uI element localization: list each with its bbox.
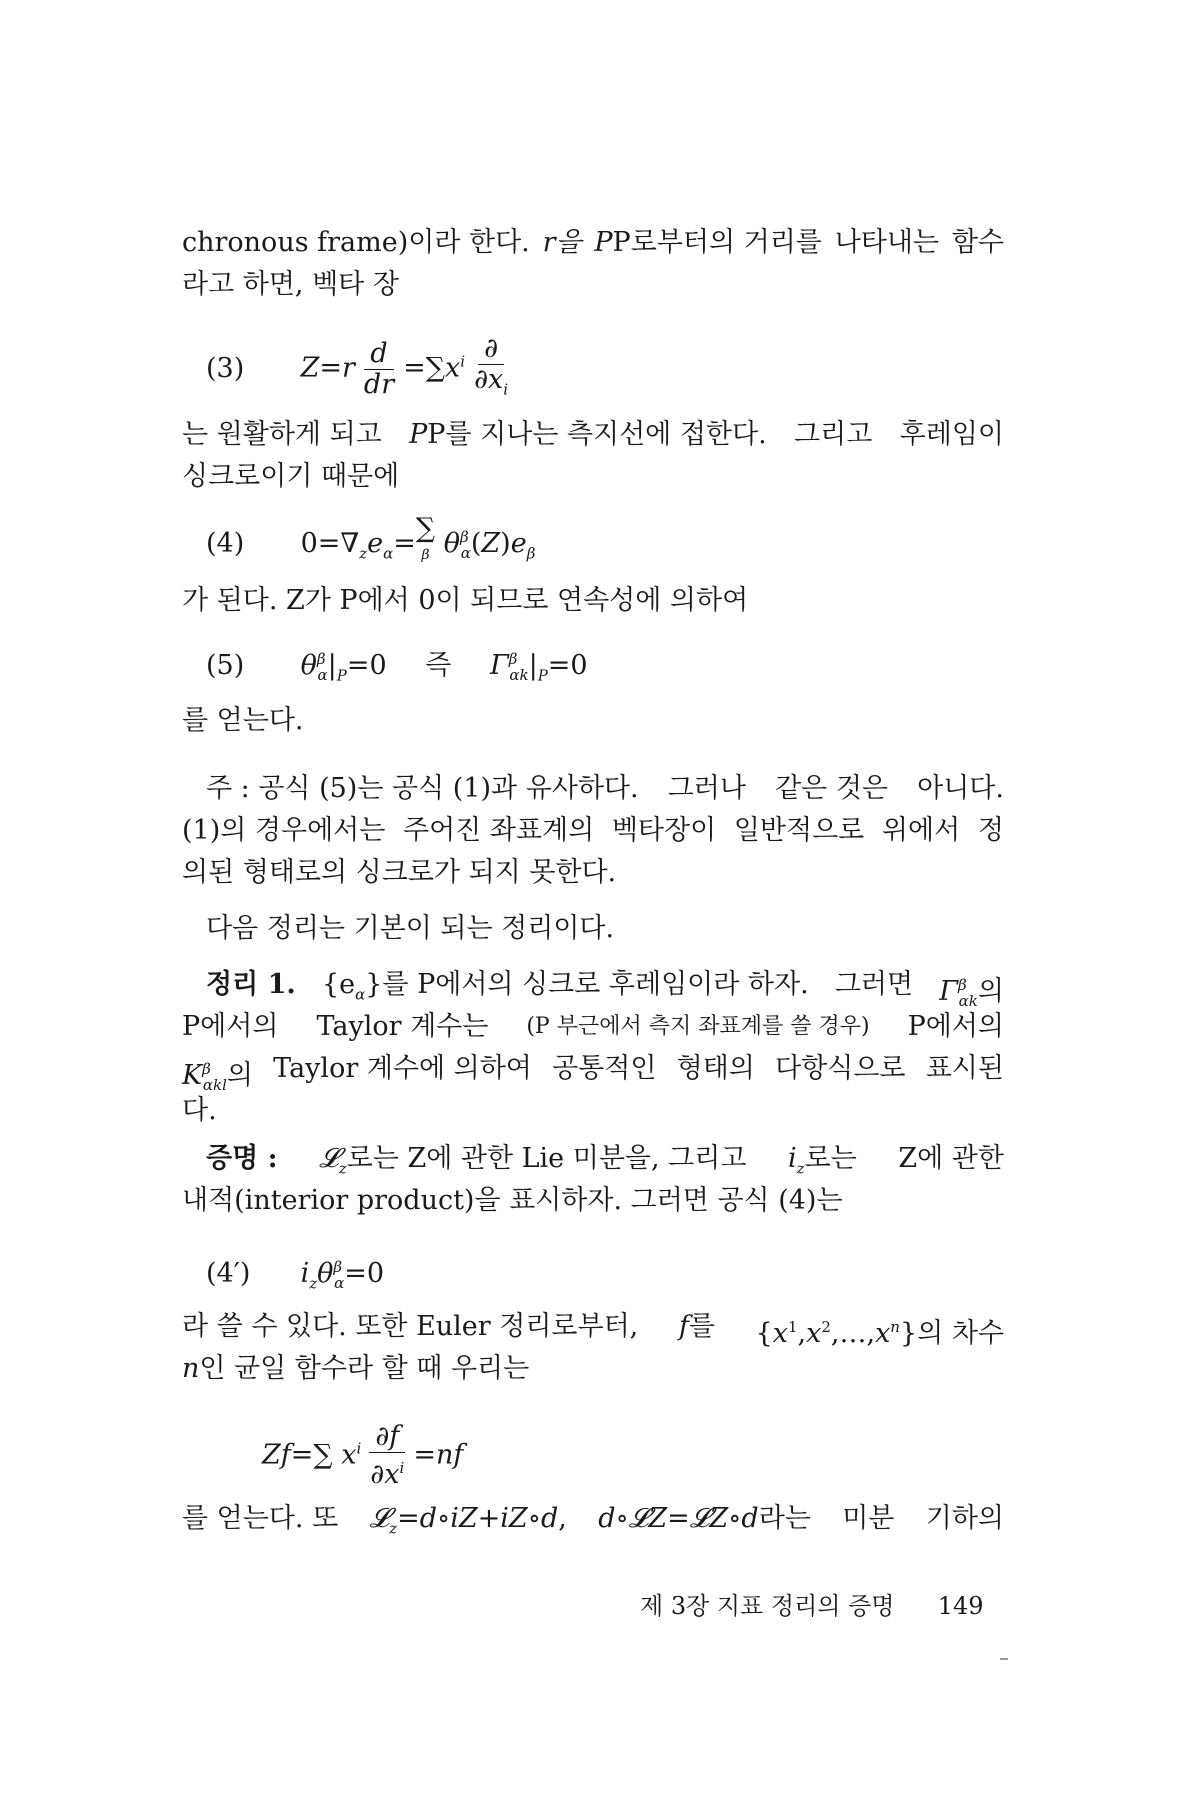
text-segment: 함수 xyxy=(951,227,1004,258)
theorem-line-4: 다. xyxy=(182,1095,217,1126)
text-segment: 주 : 공식 (5)는 공식 (1)과 유사하다. xyxy=(206,773,639,804)
text-segment: chronous frame)이라 한다. xyxy=(182,227,530,258)
equation-5: (5) $\theta^\beta_\alpha|_P=0$ 즉 $\Gamma^\beta_{\alpha k}|_P=0$ xyxy=(206,638,588,696)
note-line-1 xyxy=(206,768,1004,810)
text-segment: 그러나 xyxy=(667,773,746,804)
text-segment: Taylor 계수에 의하여 xyxy=(273,1053,532,1084)
text-line-1: chronous frame)이라 한다. r을 PP로부터의 거리를 나타내는 함수 xyxy=(182,222,1004,264)
text-segment: 기하의 xyxy=(925,1503,1004,1534)
proof-line-3: 라 쓸 수 있다. 또한 Euler 정리로부터, f를 $\{x^1,x^2,\dots,x^n\}$의 차수 xyxy=(182,1306,1004,1355)
text-segment: 아니다. xyxy=(917,773,1004,804)
text-segment: 로는 xyxy=(804,1143,857,1174)
proof-label: 증명 : xyxy=(206,1143,278,1174)
text-line-2: 라고 하면, 벡타 장 xyxy=(182,269,399,300)
text-segment: 형태의 xyxy=(676,1053,755,1084)
text-segment: 라 쓸 수 있다. 또한 Euler 정리로부터, xyxy=(182,1311,639,1342)
text-segment: 일반적으로 xyxy=(733,815,865,846)
theorem-line-2 xyxy=(182,1006,1004,1048)
proof-line-4: n인 균일 함수라 할 때 우리는 xyxy=(182,1353,530,1384)
text-segment: 같은 것은 xyxy=(775,773,888,804)
equation-4: (4) $0=\nabla_ze_\alpha=$ ∑ β $\theta^\beta_\alpha(Z)e_\beta$ xyxy=(206,513,536,563)
text-line-5: 가 된다. Z가 P에서 0이 되므로 연속성에 의하여 xyxy=(182,585,749,616)
text-segment: 는 원활하게 되고 xyxy=(182,419,382,450)
equation-4-prime: (4′) $i_z\theta^\beta_\alpha=0$ xyxy=(206,1246,384,1304)
theorem-line-1: 정리 1. $\{e_\alpha\}$를 P에서의 싱크로 후레임이라 하자. 그러면 $\Gamma^\beta_{\alpha k}$의 xyxy=(206,964,1004,1022)
text-segment: 다항식으로 xyxy=(775,1053,906,1084)
equation-connector: 즉 xyxy=(425,650,452,681)
page-footer xyxy=(640,1588,984,1624)
text-segment: 후레임이 xyxy=(899,419,1004,450)
text-segment: 나타내는 xyxy=(834,227,940,258)
proof-line-5: 를 얻는다. 또 𝓛$_z$=d∘iZ+iZ∘d, d∘𝓛Z=𝓛Z∘d라는 미분 기하의 xyxy=(182,1498,1004,1549)
text-segment: P를 지나는 측지선에 접한다. xyxy=(427,419,767,450)
text-segment: 공통적인 xyxy=(552,1053,657,1084)
equation-number: (3) xyxy=(206,352,245,384)
note-line-3: 의된 형태로의 싱크로가 되지 못한다. xyxy=(182,857,617,888)
text-line-6: 를 얻는다. xyxy=(182,705,304,736)
text-segment: 위에서 xyxy=(881,815,961,846)
theorem-line-3: $K^\beta_{\alpha kl}$의 Taylor 계수에 의하여 공통적인 형태의 다항식으로 표시된 xyxy=(182,1048,1004,1106)
text-line-7: 다음 정리는 기본이 되는 정리이다. xyxy=(206,913,615,944)
scan-mark xyxy=(1000,1658,1008,1660)
text-segment: Z에 관한 xyxy=(898,1143,1004,1174)
note-line-2 xyxy=(182,810,1004,852)
text-segment: 미분 xyxy=(842,1503,895,1534)
text-segment: P로부터의 거리를 xyxy=(612,227,822,258)
text-segment: {e xyxy=(321,969,356,1000)
text-segment: 그러면 xyxy=(834,969,914,1000)
text-segment: 주어진 좌표계의 xyxy=(403,815,595,846)
text-segment: (1)의 경우에서는 xyxy=(182,815,386,846)
text-segment: 의 xyxy=(226,1060,253,1091)
text-segment: 정 xyxy=(977,815,1004,846)
chapter-title: 제 3장 지표 정리의 증명 xyxy=(640,1592,895,1620)
text-segment: 표시된 xyxy=(925,1053,1004,1084)
text-segment: (P 부근에서 측지 좌표계를 쓸 경우) xyxy=(526,1014,870,1039)
theorem-label: 정리 1. xyxy=(206,969,296,1000)
text-segment: 를 얻는다. 또 xyxy=(182,1503,339,1534)
equation-number: (4) xyxy=(206,528,245,559)
text-segment: r을 xyxy=(542,227,582,258)
text-line-3: 는 원활하게 되고 PP를 지나는 측지선에 접한다. 그리고 후레임이 xyxy=(182,414,1004,456)
equation-euler: Zf=∑ $x^i$ $\frac{\partial f}{\partial x^i}$ =nf xyxy=(262,1421,464,1490)
proof-line-2: 내적(interior product)을 표시하자. 그러면 공식 (4)는 xyxy=(182,1185,843,1216)
text-segment: P에서의 xyxy=(907,1011,1004,1042)
text-segment: 벡타장이 xyxy=(611,815,717,846)
equation-3: (3) Z=r $\frac{d}{dr}$ $=\sum x^i$ $\frac{\partial}{\partial x_i}$ xyxy=(206,333,509,400)
page-number: 149 xyxy=(937,1592,984,1620)
text-segment: Taylor 계수는 xyxy=(316,1011,489,1042)
text-segment: 의 차수 xyxy=(917,1318,1004,1349)
equation-number: (5) xyxy=(206,650,245,681)
proof-line-1: 증명 : 𝓛$_z$로는 Z에 관한 Lie 미분을, 그리고 $i_z$로는 Z에 관한 xyxy=(206,1138,1004,1189)
text-segment: P에서의 xyxy=(182,1011,279,1042)
equation-number: (4′) xyxy=(206,1258,251,1289)
text-segment: 라는 xyxy=(758,1503,811,1534)
text-segment: 그리고 xyxy=(794,419,873,450)
text-line-4: 싱크로이기 때문에 xyxy=(182,461,400,492)
text-segment: }를 P에서의 싱크로 후레임이라 하자. xyxy=(365,969,809,1000)
text-segment: 로는 Z에 관한 Lie 미분을, 그리고 xyxy=(346,1143,747,1174)
